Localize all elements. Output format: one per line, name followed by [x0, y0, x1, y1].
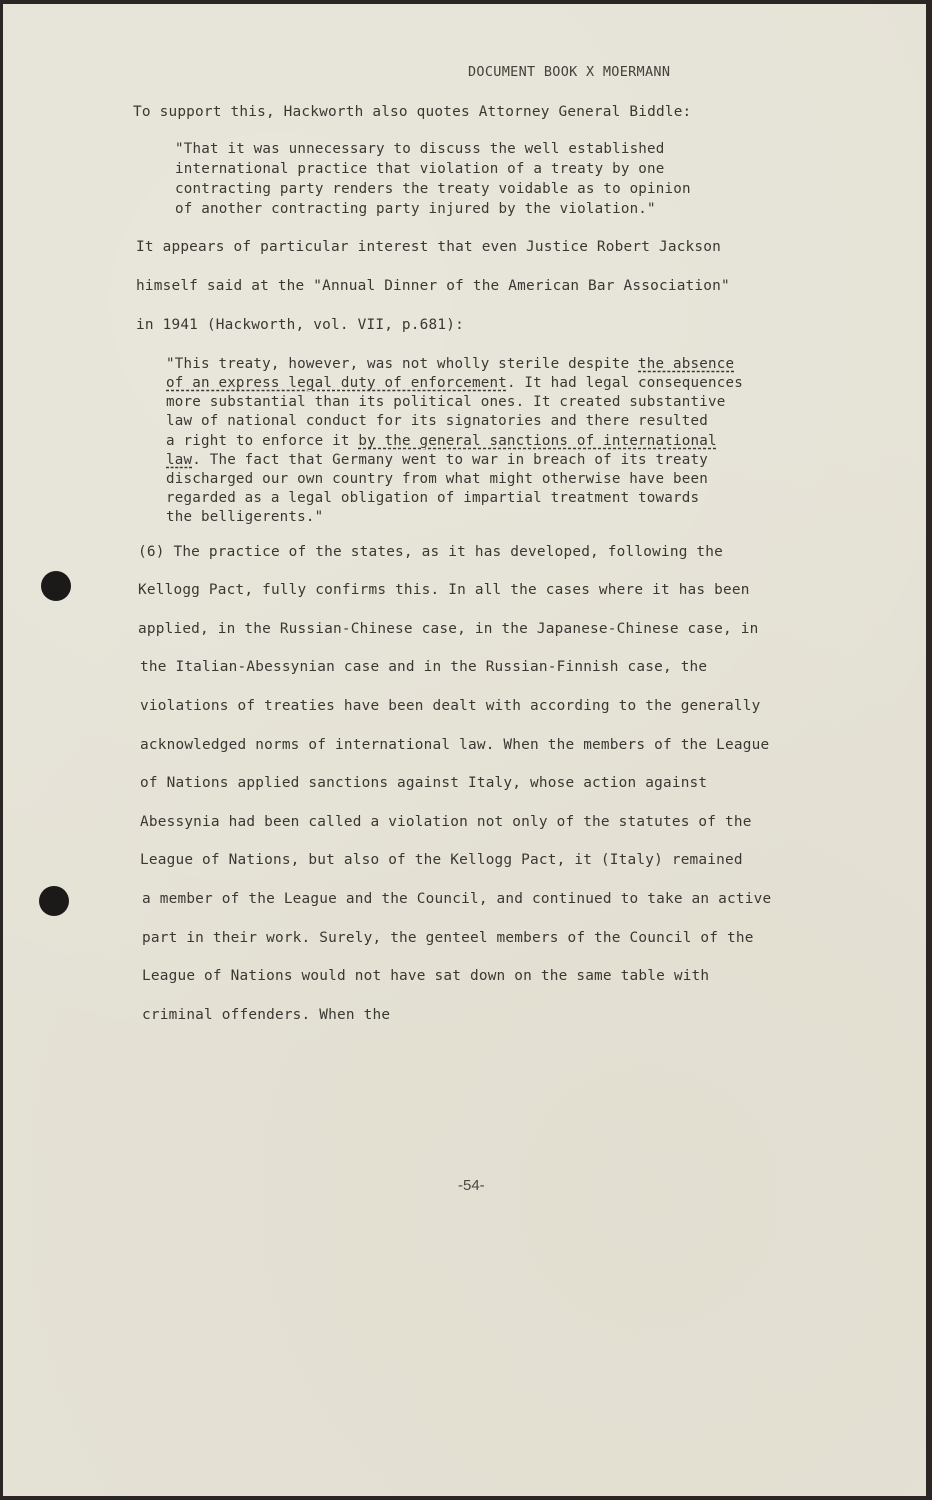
paragraph-line: (6) The practice of the states, as it has developed, following the	[138, 544, 724, 560]
quote1-line: "That it was unnecessary to discuss the well established	[175, 141, 665, 157]
paragraph-line: a member of the League and the Council, and continued to take an active	[142, 891, 772, 907]
quote2-line: regarded as a legal obligation of impartial treatment towards	[166, 490, 700, 506]
punch-hole-icon	[39, 886, 69, 916]
quote2-line	[166, 356, 734, 372]
document-page	[3, 4, 926, 1496]
paragraph-line: himself said at the "Annual Dinner of the American Bar Association"	[136, 278, 730, 294]
document-header: DOCUMENT BOOK X MOERMANN	[468, 64, 671, 80]
underlined-text: the absence	[638, 356, 735, 372]
paragraph-line: applied, in the Russian-Chinese case, in the Japanese-Chinese case, in	[138, 621, 759, 637]
paragraph-line: Abessynia had been called a violation not only of the statutes of the	[140, 814, 752, 830]
paragraph-line: the Italian-Abessynian case and in the Russian-Finnish case, the	[140, 659, 708, 675]
quote2-line: discharged our own country from what might otherwise have been	[166, 471, 708, 487]
underlined-text: of an express legal duty of enforcement	[166, 375, 507, 391]
quote-text: . It had legal consequences	[506, 375, 743, 391]
page-number: -54-	[458, 1177, 485, 1194]
intro-line: To support this, Hackworth also quotes Attorney General Biddle:	[133, 104, 692, 120]
underlined-text: by the general sanctions of international	[358, 433, 717, 449]
paragraph-line: League of Nations would not have sat down on the same table with	[142, 968, 710, 984]
quote2-line: more substantial than its political ones. It created substantive	[166, 394, 726, 410]
punch-hole-icon	[41, 571, 71, 601]
underlined-text: law	[166, 452, 193, 468]
quote2-line: law of national conduct for its signatories and there resulted	[166, 413, 708, 429]
quote2-line: the belligerents."	[166, 509, 324, 525]
quote1-line: international practice that violation of a treaty by one	[175, 161, 665, 177]
paragraph-line: part in their work. Surely, the genteel members of the Council of the	[142, 930, 754, 946]
quote1-line: of another contracting party injured by the violation."	[175, 201, 656, 217]
quote2-line	[166, 433, 717, 449]
paragraph-line: Kellogg Pact, fully confirms this. In all the cases where it has been	[138, 582, 750, 598]
paragraph-line: It appears of particular interest that even Justice Robert Jackson	[136, 239, 722, 255]
paragraph-line: of Nations applied sanctions against Italy, whose action against	[140, 775, 708, 791]
paragraph-line: criminal offenders. When the	[142, 1007, 391, 1023]
quote1-line: contracting party renders the treaty voidable as to opinion	[175, 181, 691, 197]
paragraph-line: League of Nations, but also of the Kellogg Pact, it (Italy) remained	[140, 852, 743, 868]
quote2-line	[166, 375, 743, 391]
paragraph-line: violations of treaties have been dealt with according to the generally	[140, 698, 761, 714]
quote2-line	[166, 452, 708, 468]
quote-text: "This treaty, however, was not wholly sterile despite	[166, 356, 639, 372]
quote-text: . The fact that Germany went to war in breach of its treaty	[192, 452, 708, 468]
paragraph-line: in 1941 (Hackworth, vol. VII, p.681):	[136, 317, 464, 333]
paragraph-line: acknowledged norms of international law. When the members of the League	[140, 737, 770, 753]
quote-text: a right to enforce it	[166, 433, 359, 449]
